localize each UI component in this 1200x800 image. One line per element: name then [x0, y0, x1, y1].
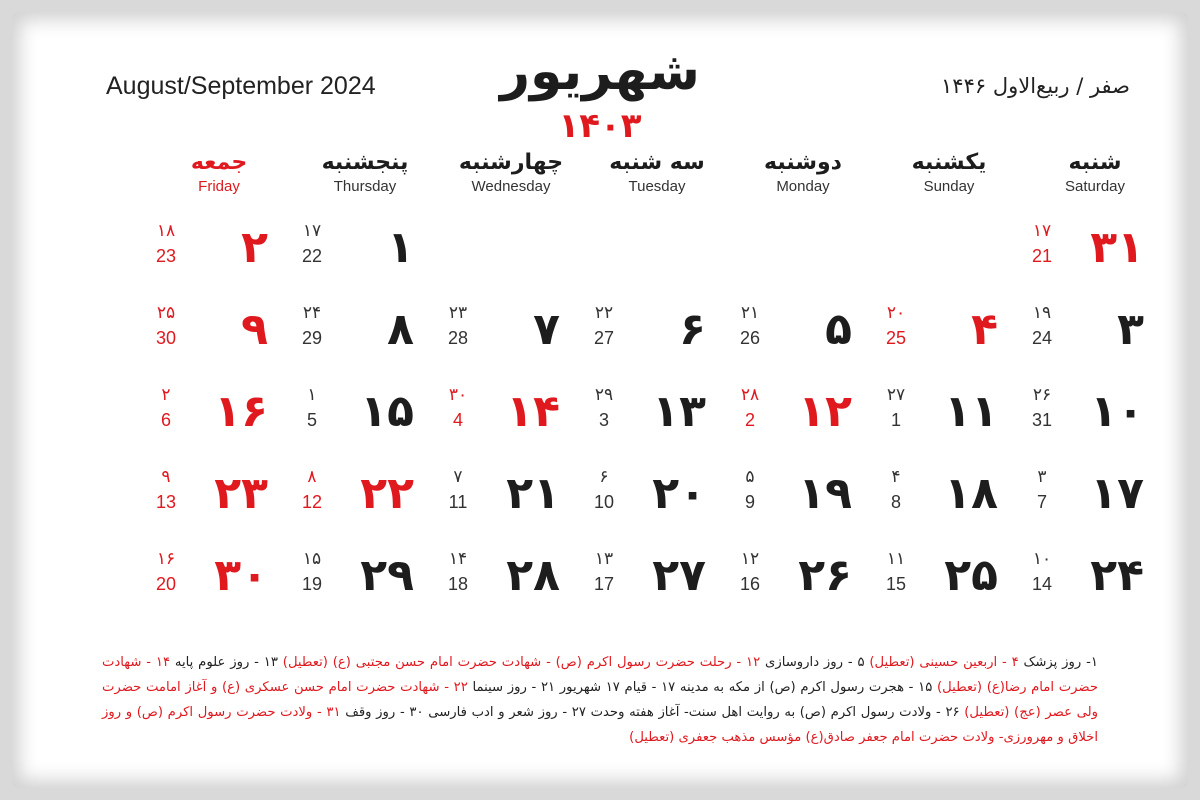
- day-cell[interactable]: [146, 466, 292, 536]
- gregorian-day-number: 14: [1031, 574, 1053, 594]
- weekday-name-fa: چهارشنبه: [458, 150, 564, 175]
- day-cell[interactable]: [876, 548, 1022, 618]
- gregorian-day-number: 31: [1031, 410, 1053, 430]
- day-cell[interactable]: [438, 548, 584, 618]
- persian-day-number: ۲۶: [798, 550, 852, 601]
- day-cell[interactable]: [146, 302, 292, 372]
- day-cell[interactable]: [876, 466, 1022, 536]
- day-cell[interactable]: [292, 466, 438, 536]
- persian-day-number: ۱۰: [1090, 386, 1144, 437]
- occasion-note: ۱۴ - شهادت حضرت امام رضا(ع) (تعطیل): [102, 655, 1098, 695]
- weekday-name-en: Thursday: [333, 178, 397, 195]
- persian-day-number: ۵: [825, 304, 852, 355]
- day-cell[interactable]: [1022, 384, 1168, 454]
- hijri-day-number: ۱۱: [886, 549, 906, 569]
- hijri-day-number: ۱۳: [594, 549, 614, 569]
- weekday-header-tuesday: [584, 150, 730, 198]
- day-cell[interactable]: [292, 384, 438, 454]
- persian-day-number: ۶: [679, 304, 706, 355]
- hijri-day-number: ۱: [307, 385, 317, 405]
- weekday-header-wednesday: [438, 150, 584, 198]
- persian-day-number: ۲۷: [652, 550, 706, 601]
- hijri-day-number: ۲۵: [156, 303, 176, 323]
- day-cell[interactable]: [1022, 548, 1168, 618]
- persian-day-number: ۱۶: [214, 386, 268, 437]
- persian-day-number: ۱۲: [798, 386, 852, 437]
- hijri-day-number: ۲۸: [740, 385, 760, 405]
- persian-day-number: ۱۵: [360, 386, 414, 437]
- gregorian-day-number: 3: [598, 410, 609, 430]
- hijri-day-number: ۱۷: [302, 221, 322, 241]
- day-cell[interactable]: [1022, 302, 1168, 372]
- gregorian-day-number: 21: [1031, 246, 1053, 266]
- gregorian-day-number: 1: [890, 410, 901, 430]
- hijri-day-number: ۱۰: [1032, 549, 1052, 569]
- weekday-header-sunday: [876, 150, 1022, 198]
- day-cell[interactable]: [292, 220, 438, 290]
- persian-day-number: ۳۱: [1090, 222, 1144, 273]
- day-cell[interactable]: [146, 384, 292, 454]
- hijri-day-number: ۱۷: [1032, 221, 1052, 241]
- persian-day-number: ۱۹: [798, 468, 852, 519]
- day-cell[interactable]: [438, 302, 584, 372]
- day-cell[interactable]: [876, 302, 1022, 372]
- gregorian-day-number: 30: [155, 328, 177, 348]
- day-cell[interactable]: [876, 384, 1022, 454]
- persian-day-number: ۱۷: [1090, 468, 1144, 519]
- day-cell[interactable]: [584, 548, 730, 618]
- weekday-name-en: Sunday: [923, 178, 975, 195]
- gregorian-day-number: 13: [155, 492, 177, 512]
- gregorian-day-number: 26: [739, 328, 761, 348]
- persian-day-number: ۲۳: [214, 468, 268, 519]
- gregorian-day-number: 20: [155, 574, 177, 594]
- hijri-day-number: ۸: [307, 467, 317, 487]
- weekday-name-fa: پنجشنبه: [321, 150, 409, 175]
- weekday-name-en: Friday: [198, 178, 240, 195]
- occasions-notes: [102, 650, 1098, 750]
- persian-day-number: ۲۵: [944, 550, 998, 601]
- hijri-day-number: ۲۰: [886, 303, 906, 323]
- persian-day-number: ۳: [1117, 304, 1144, 355]
- persian-day-number: ۹: [241, 304, 268, 355]
- persian-day-number: ۷: [533, 304, 560, 355]
- day-cell[interactable]: [146, 220, 292, 290]
- gregorian-day-number: 22: [301, 246, 323, 266]
- hijri-day-number: ۲: [161, 385, 171, 405]
- persian-day-number: ۲۲: [360, 468, 414, 519]
- gregorian-day-number: 8: [890, 492, 901, 512]
- hijri-day-number: ۱۸: [156, 221, 176, 241]
- gregorian-day-number: 27: [593, 328, 615, 348]
- day-cell[interactable]: [584, 302, 730, 372]
- occasion-note: ۲۲ - شهادت حضرت امام حسن عسکری (ع) و آغاز امامت حضرت ولی عصر (عج) (تعطیل): [102, 680, 1098, 720]
- weekday-header-thursday: [292, 150, 438, 198]
- hijri-day-number: ۲۹: [594, 385, 614, 405]
- gregorian-day-number: 29: [301, 328, 323, 348]
- weekday-header-monday: [730, 150, 876, 198]
- occasion-note: ۲۶ - ولادت رسول اکرم (ص) به روایت اهل سنت- آغاز هفته وحدت ۲۷ - روز شعر و ادب فارسی ۳۰ - روز وقف: [340, 705, 965, 720]
- persian-day-number: ۱۳: [652, 386, 706, 437]
- hijri-month-label: صفر / ربیع‌الاول ۱۴۴۶: [941, 74, 1130, 98]
- weekday-name-en: Saturday: [1064, 178, 1126, 195]
- hijri-day-number: ۱۲: [740, 549, 760, 569]
- hijri-day-number: ۱۶: [156, 549, 176, 569]
- persian-day-number: ۱۴: [506, 386, 560, 437]
- day-cell[interactable]: [730, 466, 876, 536]
- persian-day-number: ۲۹: [360, 550, 414, 601]
- occasion-note: ۱- روز پزشک: [1018, 655, 1098, 670]
- day-cell[interactable]: [292, 548, 438, 618]
- gregorian-day-number: 15: [885, 574, 907, 594]
- weekday-name-fa: دوشنبه: [764, 150, 842, 175]
- gregorian-day-number: 12: [301, 492, 323, 512]
- persian-day-number: ۱: [387, 222, 414, 273]
- hijri-day-number: ۷: [453, 467, 463, 487]
- day-cell[interactable]: [730, 384, 876, 454]
- day-cell[interactable]: [1022, 466, 1168, 536]
- hijri-day-number: ۵: [745, 467, 755, 487]
- gregorian-day-number: 16: [739, 574, 761, 594]
- persian-day-number: ۲۰: [652, 468, 706, 519]
- day-cell[interactable]: [438, 384, 584, 454]
- day-cell[interactable]: [730, 302, 876, 372]
- hijri-day-number: ۳۰: [448, 385, 468, 405]
- gregorian-day-number: 28: [447, 328, 469, 348]
- persian-day-number: ۱۸: [944, 468, 998, 519]
- weekday-name-en: Monday: [776, 178, 830, 195]
- day-cell[interactable]: [730, 548, 876, 618]
- persian-day-number: ۴: [971, 304, 998, 355]
- weekday-name-fa: شنبه: [1068, 150, 1122, 175]
- hijri-day-number: ۹: [161, 467, 171, 487]
- hijri-day-number: ۲۲: [594, 303, 614, 323]
- persian-day-number: ۲۱: [506, 468, 560, 519]
- gregorian-day-number: 25: [885, 328, 907, 348]
- hijri-day-number: ۱۹: [1032, 303, 1052, 323]
- gregorian-day-number: 6: [160, 410, 171, 430]
- weekday-header-friday: [146, 150, 292, 198]
- occasion-note: ۱۵ - هجرت رسول اکرم (ص) از مکه به مدینه ۱۷ - قیام ۱۷ شهریور ۲۱ - روز سینما: [467, 680, 937, 695]
- weekday-name-fa: یکشنبه: [911, 150, 987, 175]
- gregorian-month-label: August/September 2024: [106, 72, 376, 100]
- persian-day-number: ۲۸: [506, 550, 560, 601]
- gregorian-day-number: 5: [306, 410, 317, 430]
- hijri-day-number: ۱۵: [302, 549, 322, 569]
- weekday-name-en: Tuesday: [628, 178, 686, 195]
- hijri-day-number: ۱۴: [448, 549, 468, 569]
- hijri-day-number: ۳: [1037, 467, 1047, 487]
- weekday-header-saturday: [1022, 150, 1168, 198]
- hijri-day-number: ۲۱: [740, 303, 760, 323]
- hijri-day-number: ۶: [599, 467, 609, 487]
- persian-year: ۱۴۰۳: [558, 106, 642, 146]
- persian-day-number: ۸: [387, 304, 414, 355]
- persian-day-number: ۲۴: [1090, 550, 1144, 601]
- day-cell[interactable]: [292, 302, 438, 372]
- persian-day-number: ۲: [241, 222, 268, 273]
- gregorian-day-number: 18: [447, 574, 469, 594]
- hijri-day-number: ۲۳: [448, 303, 468, 323]
- weekday-name-fa: جمعه: [190, 150, 248, 175]
- gregorian-day-number: 2: [744, 410, 755, 430]
- gregorian-day-number: 19: [301, 574, 323, 594]
- hijri-day-number: ۴: [891, 467, 901, 487]
- day-cell[interactable]: [438, 466, 584, 536]
- gregorian-day-number: 11: [448, 492, 468, 512]
- gregorian-day-number: 17: [593, 574, 615, 594]
- occasion-note: ۱۳ - روز علوم پایه: [170, 655, 283, 670]
- gregorian-day-number: 4: [452, 410, 463, 430]
- hijri-day-number: ۲۶: [1032, 385, 1052, 405]
- persian-day-number: ۱۱: [944, 386, 998, 437]
- persian-day-number: ۳۰: [214, 550, 268, 601]
- gregorian-day-number: 10: [593, 492, 615, 512]
- occasion-note: ۳۱ - ولادت حضرت رسول اکرم (ص) و روز اخلاق و مهرورزی- ولادت حضرت امام جعفر صادق(ع) مؤسس مذهب جعفری (تعطیل): [102, 705, 1098, 745]
- hijri-day-number: ۲۷: [886, 385, 906, 405]
- gregorian-day-number: 7: [1036, 492, 1047, 512]
- weekday-name-en: Wednesday: [471, 178, 551, 195]
- gregorian-day-number: 24: [1031, 328, 1053, 348]
- gregorian-day-number: 23: [155, 246, 177, 266]
- day-cell[interactable]: [1022, 220, 1168, 290]
- occasion-note: ۴ - اربعین حسینی (تعطیل): [869, 655, 1019, 670]
- day-cell[interactable]: [146, 548, 292, 618]
- persian-month-title: شهریور: [500, 42, 700, 102]
- gregorian-day-number: 9: [744, 492, 755, 512]
- day-cell[interactable]: [584, 466, 730, 536]
- occasion-note: ۱۲ - رحلت حضرت رسول اکرم (ص) - شهادت حضرت امام حسن مجتبی (ع) (تعطیل): [282, 655, 761, 670]
- day-cell[interactable]: [584, 384, 730, 454]
- calendar-page: [12, 12, 1188, 788]
- hijri-day-number: ۲۴: [302, 303, 322, 323]
- weekday-name-fa: سه شنبه: [609, 150, 705, 175]
- occasion-note: ۵ - روز داروسازی: [760, 655, 870, 670]
